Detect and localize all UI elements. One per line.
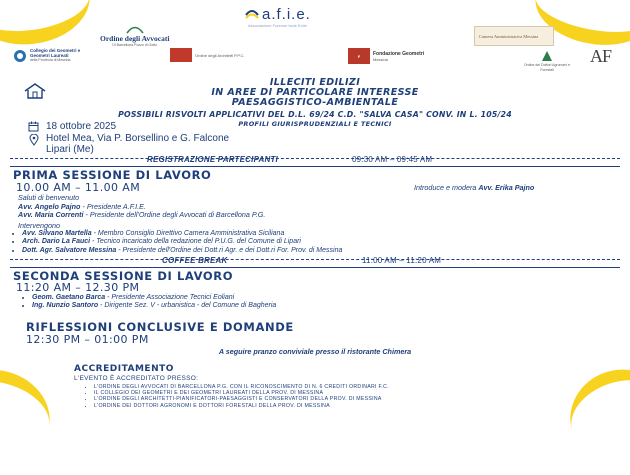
session1-greetings: Saluti di benvenuto Avv. Angelo Pajno - Presidente A.F.I.E. Avv. Maria Correnti - Presidente dell'Ordine degli Avvocati di Barcellona P.G. <box>18 193 266 220</box>
agronomi-emblem-icon <box>540 50 554 62</box>
event-date: 18 ottobre 2025 <box>46 121 117 132</box>
event-venue: Hotel Mea, Via P. Borsellino e G. Falcone <box>46 133 230 144</box>
bottom-right-yellow-curve <box>558 357 630 475</box>
geometri-emblem-icon <box>13 49 27 63</box>
scales-icon <box>125 22 145 34</box>
divider <box>10 158 620 159</box>
speaker-item: • Ing. Nunzio Santoro - Dirigente Sez. V - urbanistica - del Comune di Bagheria <box>32 302 276 310</box>
greeting-item: Avv. Maria Correnti - Presidente dell'Ordine degli Avvocati di Barcellona P.G. <box>18 210 266 220</box>
speaker-item: • Geom. Gaetano Barca - Presidente Associazione Tecnici Eoliani <box>32 294 276 302</box>
session2-time: 11:20 AM – 12.30 PM <box>16 281 140 294</box>
bottom-left-yellow-curve <box>0 360 58 473</box>
accreditation-item: • L'ORDINE DEI DOTTORI AGRONOMI E DOTTORI FORESTALI DELLA PROV. DI MESSINA <box>94 403 614 409</box>
event-subtitle: POSSIBILI RISVOLTI APPLICATIVI DEL D.L. 69/24 C.D. "SALVA CASA" CONV. IN L. 105/24 <box>118 110 512 119</box>
session1-time: 10.00 AM – 11.00 AM <box>16 181 141 194</box>
logo-fondazione-geometri: F Fondazione Geometri Messina <box>348 48 424 64</box>
location-pin-icon <box>29 134 39 146</box>
logo-ordine-architetti: Ordine degli Architetti P.P.C. <box>170 48 265 62</box>
session1-title: PRIMA SESSIONE DI LAVORO <box>13 168 212 182</box>
title-line-1: ILLECITI EDILIZI <box>269 77 361 88</box>
session1-moderator: Introduce e modera Avv. Erika Pajno <box>414 183 535 192</box>
title-line-3: PAESAGGISTICO-AMBIENTALE <box>231 97 399 108</box>
speaker-item: • Dott. Agr. Salvatore Messina - Presidente dell'Ordine dei Dott.ri Agr. e dei Dott.ri For. Prov. di Messina <box>22 247 342 255</box>
accreditation-list <box>82 384 614 409</box>
session1-speakers-label: Intervengono <box>18 221 60 230</box>
conclusion-title: RIFLESSIONI CONCLUSIVE E DOMANDE <box>26 320 294 334</box>
event-city: Lipari (Me) <box>46 144 94 155</box>
title-line-2: IN AREE DI PARTICOLARE INTERESSE <box>211 87 419 98</box>
event-subtitle-2: PROFILI GIURISPRUDENZIALI E TECNICI <box>238 120 392 128</box>
divider <box>10 259 620 260</box>
logo-camera-amministrativa: Camera Amministrativa Messina <box>474 26 554 46</box>
registration-time: 09:30 AM – 09:45 AM <box>352 155 433 164</box>
speaker-item: • Avv. Silvano Martella - Membro Consiglio Direttivo Camera Amministrativa Siciliana <box>22 230 342 238</box>
logo-ordine-agronomi: Ordine dei Dottori Agronomi e Forestali <box>522 50 572 73</box>
registration-label: REGISTRAZIONE PARTECIPANTI <box>147 155 278 164</box>
event-title <box>0 78 630 108</box>
session1-speakers <box>10 230 342 255</box>
accreditation-item: • IL COLLEGIO DEI GEOMETRI E DEI GEOMETRI LAUREATI DELLA PROV. DI MESSINA <box>94 390 614 396</box>
logo-ordine-avvocati: Ordine degli Avvocati Di Barcellona Pozzo di Gotto <box>100 22 169 48</box>
logo-af: AF <box>590 46 612 66</box>
divider <box>10 166 620 167</box>
divider <box>10 267 620 268</box>
lunch-note: A seguire pranzo conviviale presso il ristorante Chimera <box>218 347 412 356</box>
logo-afie: a.f.i.e. Associazione Forense Isole Eolie <box>244 6 311 28</box>
afie-emblem-icon <box>244 7 260 23</box>
top-left-yellow-curve <box>0 0 95 52</box>
accreditation-item: • L'ORDINE DEGLI ARCHITETTI-PIANIFICATORI-PAESAGGISTI E CONSERVATORI DELLA PROV. DI MESSINA <box>94 396 614 402</box>
accreditation-intro: L'EVENTO È ACCREDITATO PRESSO: <box>74 375 199 382</box>
speaker-item: • Arch. Dario La Fauci - Tecnico incaricato della redazione del P.U.G. del Comune di Lipari <box>22 238 342 246</box>
coffee-break-label: COFFEE BREAK <box>162 256 228 265</box>
architetti-emblem-icon <box>170 48 192 62</box>
calendar-icon <box>28 121 39 132</box>
session2-speakers <box>20 294 276 311</box>
coffee-break-time: 11:00 AM – 11:20 AM <box>362 256 442 265</box>
accreditation-title: ACCREDITAMENTO <box>74 364 174 374</box>
fondazione-emblem-icon: F <box>348 48 370 64</box>
session2-title: SECONDA SESSIONE DI LAVORO <box>13 269 234 283</box>
conclusion-time: 12:30 PM – 01:00 PM <box>26 333 149 346</box>
greeting-item: Avv. Angelo Pajno - Presidente A.F.I.E. <box>18 201 146 211</box>
logo-collegio-geometri: Collegio dei Geometri e Geometri Laureati della Provincia di Messina <box>13 48 90 63</box>
accreditation-item: • L'ORDINE DEGLI AVVOCATI DI BARCELLONA P.G. CON IL RICONOSCIMENTO DI N. 6 CREDITI ORDINARI F.C. <box>94 384 614 390</box>
